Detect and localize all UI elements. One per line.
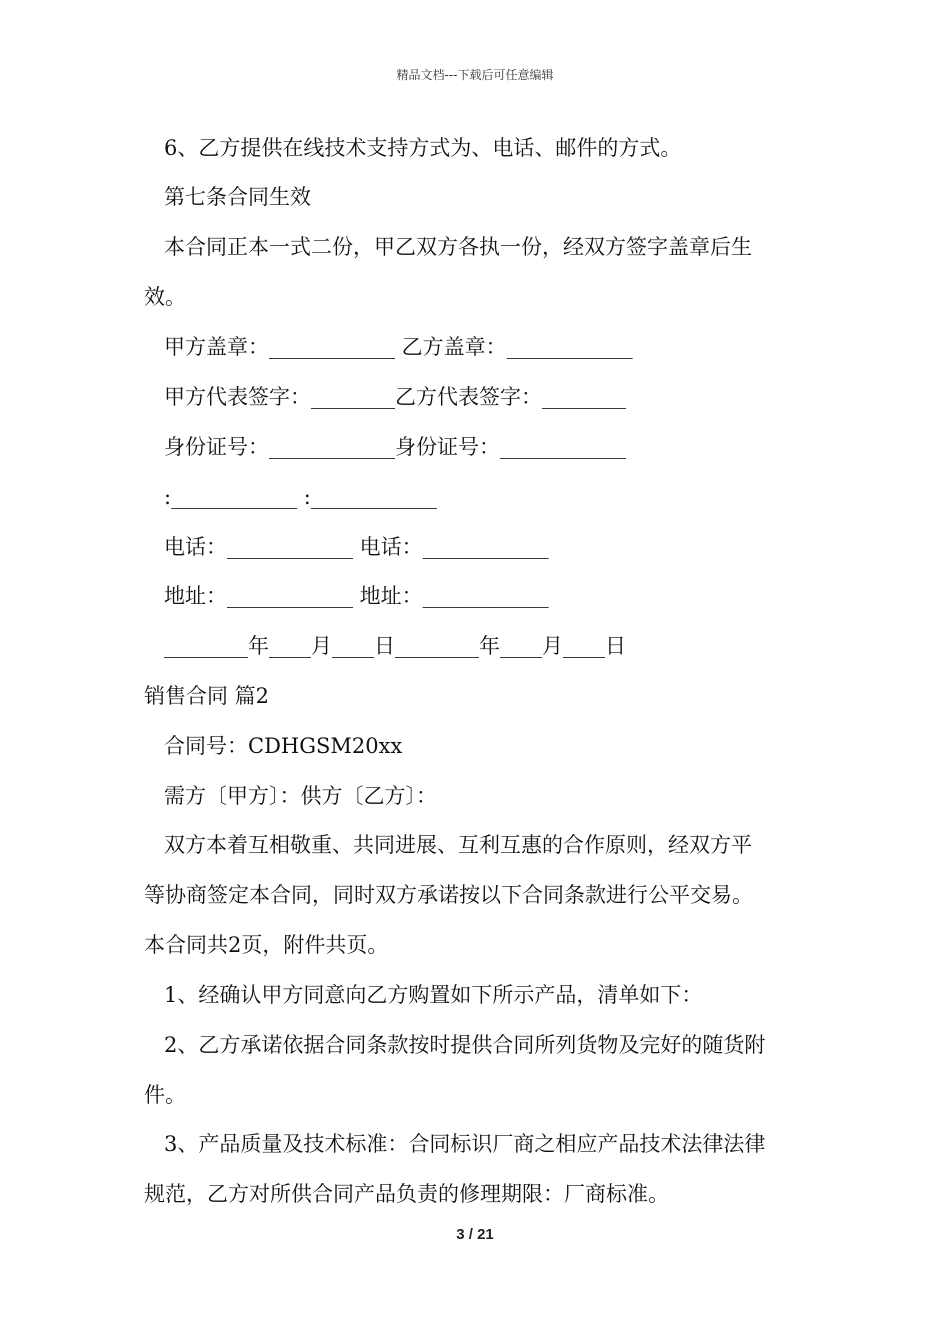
clause-1-line: 1、经确认甲方同意向乙方购置如下所示产品，清单如下： (164, 983, 703, 1007)
address-line: 地址：____________ 地址：____________ (164, 584, 549, 608)
contract-number-line: 合同号：CDHGSM20xx (164, 734, 403, 758)
clause-3-line-1: 3、产品质量及技术标准：合同标识厂商之相应产品技术法律法律 (164, 1132, 766, 1156)
sales-contract-section-title: 销售合同 篇2 (144, 684, 270, 708)
representative-signature-line: 甲方代表签字：________乙方代表签字：________ (164, 385, 626, 409)
page-header: 精品文档---下载后可任意编辑 (396, 68, 554, 82)
article-7-heading: 第七条合同生效 (164, 185, 311, 209)
effect-paragraph-line-2: 效。 (144, 285, 186, 309)
clause-3-line-2: 规范，乙方对所供合同产品负责的修理期限：厂商标准。 (144, 1182, 669, 1206)
blank-colon-line: :____________ :____________ (164, 485, 437, 509)
clause-2-line-2: 件。 (144, 1083, 186, 1107)
seal-line: 甲方盖章：____________ 乙方盖章：____________ (164, 335, 633, 359)
principle-paragraph-line-1: 双方本着互相敬重、共同进展、互利互惠的合作原则，经双方平 (164, 833, 752, 857)
parties-line: 需方〔甲方〕：供方〔乙方〕： (164, 784, 437, 808)
clause-6-line: 6、乙方提供在线技术支持方式为、电话、邮件的方式。 (164, 136, 682, 160)
principle-paragraph-line-3: 本合同共2页，附件共页。 (144, 933, 389, 957)
clause-2-line-1: 2、乙方承诺依据合同条款按时提供合同所列货物及完好的随货附 (164, 1033, 766, 1057)
date-line: ________年____月____日________年____月____日 (164, 634, 626, 658)
phone-line: 电话：____________ 电话：____________ (164, 535, 549, 559)
id-number-line: 身份证号：____________身份证号：____________ (164, 435, 626, 459)
principle-paragraph-line-2: 等协商签定本合同，同时双方承诺按以下合同条款进行公平交易。 (144, 883, 753, 907)
page-number: 3 / 21 (456, 1226, 494, 1243)
effect-paragraph-line-1: 本合同正本一式二份，甲乙双方各执一份，经双方签字盖章后生 (164, 235, 752, 259)
